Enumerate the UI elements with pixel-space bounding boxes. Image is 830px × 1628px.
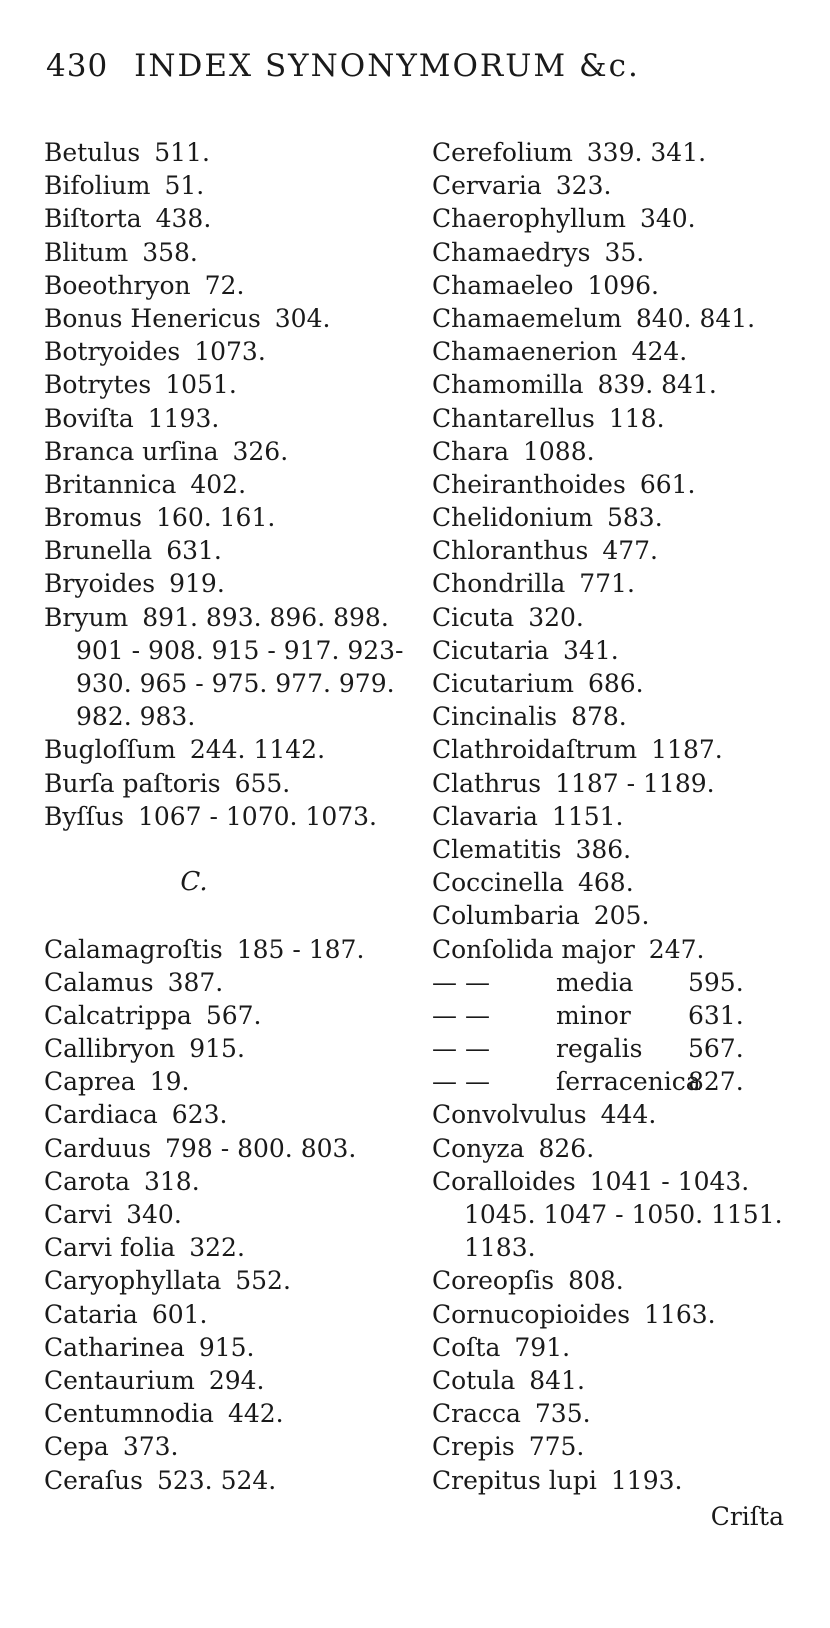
index-entry xyxy=(44,1132,404,1165)
entry-term: Biſtorta xyxy=(44,204,142,234)
index-entry xyxy=(44,1331,404,1364)
entry-refs: 661. xyxy=(639,469,696,499)
index-entry xyxy=(44,1264,404,1297)
index-entry xyxy=(432,534,792,567)
entry-refs: 386. xyxy=(575,834,632,864)
entry-refs: 322. xyxy=(189,1233,245,1263)
sub-entry xyxy=(432,966,792,999)
entry-term: Blitum xyxy=(44,237,129,267)
entry-refs: 655. xyxy=(234,768,291,798)
entry-term: Botrytes xyxy=(44,370,152,400)
index-entry xyxy=(44,468,404,501)
index-entry xyxy=(432,700,792,733)
entry-term: Chamomilla xyxy=(432,370,584,400)
index-entry xyxy=(44,800,404,833)
index-entry xyxy=(432,1364,792,1397)
index-entry xyxy=(44,302,404,335)
entry-refs: 160. 161. xyxy=(156,503,276,533)
entry-term: Chantarellus xyxy=(432,403,595,433)
index-entry xyxy=(432,169,792,202)
entry-refs: 185 - 187. xyxy=(236,934,365,964)
entry-term: Botryoides xyxy=(44,337,181,367)
entry-term: Carvi folia xyxy=(44,1233,176,1263)
entry-refs: 35. xyxy=(604,237,645,267)
entry-term: Chamaedrys xyxy=(432,237,591,267)
index-entry xyxy=(44,567,404,600)
entry-refs: 623. xyxy=(171,1100,228,1130)
entry-refs: 294. xyxy=(208,1365,265,1395)
entry-continuation: 982. 983. xyxy=(76,702,196,732)
index-entry xyxy=(432,402,792,435)
entry-refs: 798 - 800. 803. xyxy=(165,1133,357,1163)
index-entry xyxy=(432,833,792,866)
entry-term: Cepa xyxy=(44,1432,109,1462)
index-entry xyxy=(44,767,404,800)
index-entry xyxy=(44,1198,404,1231)
entry-refs: 339. 341. xyxy=(586,138,707,167)
entry-term: Conſolida major xyxy=(432,934,635,964)
index-entry xyxy=(432,667,792,700)
index-entry xyxy=(432,368,792,401)
index-entry xyxy=(432,302,792,335)
entry-term: Cincinalis xyxy=(432,702,558,732)
entry-refs: 387. xyxy=(167,967,224,997)
entry-term: Carota xyxy=(44,1166,130,1196)
entry-term: Chelidonium xyxy=(432,503,593,533)
entry-term: Chamaenerion xyxy=(432,337,618,367)
index-entry xyxy=(44,1065,404,1098)
entry-term: Cotula xyxy=(432,1365,516,1395)
entry-term: Cheiranthoides xyxy=(432,469,626,499)
index-entry xyxy=(44,402,404,435)
entry-refs: 511. xyxy=(154,138,210,167)
entry-refs: 341. xyxy=(563,635,619,665)
entry-refs: 595. xyxy=(688,967,744,997)
index-entry xyxy=(432,933,792,966)
entry-refs: 358. xyxy=(142,237,198,267)
index-entry xyxy=(432,899,792,932)
entry-refs: 1187 - 1189. xyxy=(555,768,715,798)
entry-refs: 1163. xyxy=(644,1299,716,1329)
entry-refs: 827. xyxy=(688,1067,744,1097)
entry-refs: 523. 524. xyxy=(156,1465,277,1495)
entry-term: Cataria xyxy=(44,1299,138,1329)
entry-refs: 735. xyxy=(534,1399,591,1429)
sub-entry-term: minor xyxy=(556,1000,631,1030)
entry-term: Catharinea xyxy=(44,1332,185,1362)
section-letter: C. xyxy=(180,866,208,897)
running-title: INDEX SYNONYMORUM &c. xyxy=(134,48,640,84)
entry-continuation: 1183. xyxy=(464,1233,536,1263)
index-entry xyxy=(432,1264,792,1297)
index-entry xyxy=(44,999,404,1032)
entry-refs: 915. xyxy=(198,1332,255,1362)
entry-refs: 468. xyxy=(577,868,634,898)
entry-term: Centumnodia xyxy=(44,1399,214,1429)
index-entry xyxy=(432,1132,792,1165)
entry-term: Cicutarium xyxy=(432,669,574,698)
index-entry xyxy=(432,1098,792,1131)
entry-refs: 244. 1142. xyxy=(189,735,326,765)
index-entry xyxy=(432,1165,792,1198)
entry-refs: 919. xyxy=(169,569,225,599)
index-entry xyxy=(432,136,792,169)
index-entry xyxy=(44,1464,404,1497)
index-entry xyxy=(432,634,792,667)
entry-term: Boviſta xyxy=(44,403,134,433)
index-entry xyxy=(44,169,404,202)
index-entry xyxy=(432,1464,792,1497)
entry-term: Columbaria xyxy=(432,901,580,931)
index-entry xyxy=(44,534,404,567)
ditto-dash: — — xyxy=(432,1000,490,1030)
entry-term: Bryoides xyxy=(44,569,156,599)
entry-term: Cervaria xyxy=(432,171,542,201)
entry-refs: 323. xyxy=(555,171,612,201)
index-entry xyxy=(44,966,404,999)
index-entry xyxy=(432,800,792,833)
entry-term: Cicutaria xyxy=(432,635,550,665)
entry-refs: 1187. xyxy=(651,735,723,765)
entry-refs: 51. xyxy=(164,171,205,201)
index-entry xyxy=(44,335,404,368)
index-entry xyxy=(432,1397,792,1430)
entry-refs: 1193. xyxy=(610,1465,683,1495)
entry-term: Bromus xyxy=(44,503,143,533)
entry-term: Cornucopioides xyxy=(432,1299,631,1329)
entry-term: Chara xyxy=(432,436,509,466)
entry-refs: 631. xyxy=(166,536,222,566)
index-entry xyxy=(432,767,792,800)
entry-refs: 808. xyxy=(568,1266,624,1296)
index-entry xyxy=(44,202,404,235)
sub-entry xyxy=(432,1032,792,1065)
entry-term: Cerefolium xyxy=(432,138,573,167)
index-entry xyxy=(432,269,792,302)
entry-refs: 1041 - 1043. xyxy=(589,1166,750,1196)
entry-term: Chondrilla xyxy=(432,569,566,599)
entry-refs: 477. xyxy=(602,536,658,566)
entry-refs: 631. xyxy=(688,1000,744,1030)
entry-refs: 118. xyxy=(608,403,665,433)
entry-refs: 318. xyxy=(144,1166,200,1196)
entry-term: Coralloides xyxy=(432,1166,576,1196)
entry-term: Cracca xyxy=(432,1399,521,1429)
index-entry xyxy=(44,501,404,534)
entry-term: Convolvulus xyxy=(432,1100,587,1130)
entry-continuation: 1045. 1047 - 1050. 1151. xyxy=(464,1200,783,1229)
entry-refs: 340. xyxy=(639,204,696,234)
sub-entry-term: media xyxy=(556,967,634,997)
entry-refs: 438. xyxy=(155,204,212,234)
entry-term: Chloranthus xyxy=(432,536,589,566)
index-entry xyxy=(432,236,792,269)
entry-continuation: 901 - 908. 915 - 917. 923- xyxy=(76,635,404,665)
entry-term: Calcatrippa xyxy=(44,1000,192,1030)
entry-term: Chamaemelum xyxy=(432,303,622,333)
index-entry xyxy=(432,202,792,235)
entry-term: Bifolium xyxy=(44,171,151,201)
ditto-dash: — — xyxy=(432,1034,490,1064)
sub-entry xyxy=(432,999,792,1032)
entry-refs: 1088. xyxy=(523,436,595,466)
entry-refs: 878. xyxy=(571,702,627,732)
entry-term: Brunella xyxy=(44,536,153,566)
index-entry xyxy=(44,1430,404,1463)
entry-term: Coccinella xyxy=(432,868,564,898)
entry-term: Boeothryon xyxy=(44,270,191,300)
entry-refs: 826. xyxy=(538,1133,595,1163)
entry-term: Chamaeleo xyxy=(432,270,574,300)
index-entry xyxy=(44,1098,404,1131)
entry-term: Clematitis xyxy=(432,834,562,864)
index-entry xyxy=(44,1298,404,1331)
entry-refs: 567. xyxy=(205,1000,262,1030)
entry-term: Chaerophyllum xyxy=(432,204,626,234)
entry-refs: 552. xyxy=(235,1266,291,1296)
index-entry xyxy=(432,1331,792,1364)
entry-refs: 247. xyxy=(648,934,705,964)
index-entry xyxy=(432,866,792,899)
catchword: Criſta xyxy=(710,1502,784,1531)
entry-term: Clathrus xyxy=(432,768,542,798)
entry-term: Crepitus lupi xyxy=(432,1465,597,1495)
entry-term: Byſſus xyxy=(44,801,124,831)
page-number: 430 xyxy=(46,48,109,84)
index-entry xyxy=(44,1231,404,1264)
entry-term: Cicuta xyxy=(432,602,515,632)
index-entry xyxy=(44,733,404,766)
sub-entry-term: regalis xyxy=(556,1034,643,1064)
entry-refs: 373. xyxy=(122,1432,179,1462)
entry-term: Centaurium xyxy=(44,1365,195,1395)
entry-term: Clathroidaſtrum xyxy=(432,735,638,765)
index-column-left xyxy=(44,136,404,1497)
entry-refs: 583. xyxy=(606,503,663,533)
index-entry xyxy=(44,1032,404,1065)
page-header xyxy=(46,48,640,98)
index-entry xyxy=(44,1165,404,1198)
entry-refs: 771. xyxy=(579,569,635,599)
entry-refs: 1193. xyxy=(147,403,220,433)
entry-refs: 424. xyxy=(631,337,688,367)
entry-refs: 304. xyxy=(274,303,331,333)
index-entry xyxy=(44,269,404,302)
entry-term: Britannica xyxy=(44,469,177,499)
entry-term: Carvi xyxy=(44,1200,113,1230)
index-entry xyxy=(432,1430,792,1463)
entry-refs: 567. xyxy=(688,1034,744,1064)
entry-refs: 444. xyxy=(600,1100,657,1130)
entry-refs: 1051. xyxy=(165,370,237,400)
entry-term: Carduus xyxy=(44,1133,152,1163)
entry-term: Betulus xyxy=(44,138,141,167)
entry-term: Branca urſina xyxy=(44,436,219,466)
index-entry xyxy=(432,601,792,634)
index-entry xyxy=(432,1298,792,1331)
index-entry xyxy=(432,335,792,368)
index-entry xyxy=(432,733,792,766)
entry-term: Coreopſis xyxy=(432,1266,555,1296)
entry-refs: 915. xyxy=(189,1034,245,1064)
index-entry xyxy=(44,601,404,634)
entry-refs: 841. xyxy=(529,1365,585,1395)
entry-refs: 326. xyxy=(232,436,289,466)
entry-term: Burſa paſtoris xyxy=(44,768,221,798)
entry-refs: 72. xyxy=(204,270,245,300)
sub-entry-term: ſerracenica xyxy=(556,1067,701,1097)
index-entry xyxy=(44,136,404,169)
index-entry xyxy=(432,501,792,534)
index-entry xyxy=(432,567,792,600)
index-entry xyxy=(44,236,404,269)
entry-refs: 791. xyxy=(514,1332,571,1362)
entry-term: Ceraſus xyxy=(44,1465,143,1495)
entry-term: Bonus Henericus xyxy=(44,303,261,333)
entry-term: Cardiaca xyxy=(44,1100,158,1130)
entry-term: Callibryon xyxy=(44,1034,176,1064)
entry-refs: 1096. xyxy=(587,270,659,300)
index-entry xyxy=(432,468,792,501)
entry-refs: 775. xyxy=(528,1432,585,1462)
entry-refs: 840. 841. xyxy=(635,303,756,333)
index-entry xyxy=(44,1397,404,1430)
index-entry xyxy=(44,368,404,401)
entry-refs: 402. xyxy=(190,469,247,499)
entry-term: Bryum xyxy=(44,602,129,632)
entry-refs: 1067 - 1070. 1073. xyxy=(137,801,377,831)
entry-term: Clavaria xyxy=(432,801,538,831)
entry-term: Conyza xyxy=(432,1133,525,1163)
entry-term: Caprea xyxy=(44,1067,136,1097)
entry-refs: 839. 841. xyxy=(597,370,717,400)
entry-refs: 891. 893. 896. 898. xyxy=(142,602,389,632)
index-column-right xyxy=(432,136,792,1497)
entry-term: Coſta xyxy=(432,1332,501,1362)
entry-refs: 442. xyxy=(227,1399,284,1429)
entry-term: Bugloſſum xyxy=(44,735,176,765)
entry-refs: 1151. xyxy=(551,801,624,831)
index-entry xyxy=(432,435,792,468)
entry-refs: 19. xyxy=(149,1067,190,1097)
ditto-dash: — — xyxy=(432,967,490,997)
entry-continuation: 930. 965 - 975. 977. 979. xyxy=(76,669,395,698)
index-entry xyxy=(44,933,404,966)
entry-refs: 340. xyxy=(126,1200,182,1230)
entry-term: Calamus xyxy=(44,967,154,997)
entry-refs: 601. xyxy=(151,1299,208,1329)
index-entry xyxy=(44,1364,404,1397)
sub-entry xyxy=(432,1065,792,1098)
entry-refs: 320. xyxy=(528,602,584,632)
entry-term: Crepis xyxy=(432,1432,515,1462)
entry-refs: 205. xyxy=(593,901,650,931)
entry-term: Calamagroſtis xyxy=(44,934,223,964)
entry-refs: 1073. xyxy=(194,337,266,367)
ditto-dash: — — xyxy=(432,1067,490,1097)
entry-term: Caryophyllata xyxy=(44,1266,222,1296)
index-entry xyxy=(44,435,404,468)
entry-refs: 686. xyxy=(587,669,644,698)
